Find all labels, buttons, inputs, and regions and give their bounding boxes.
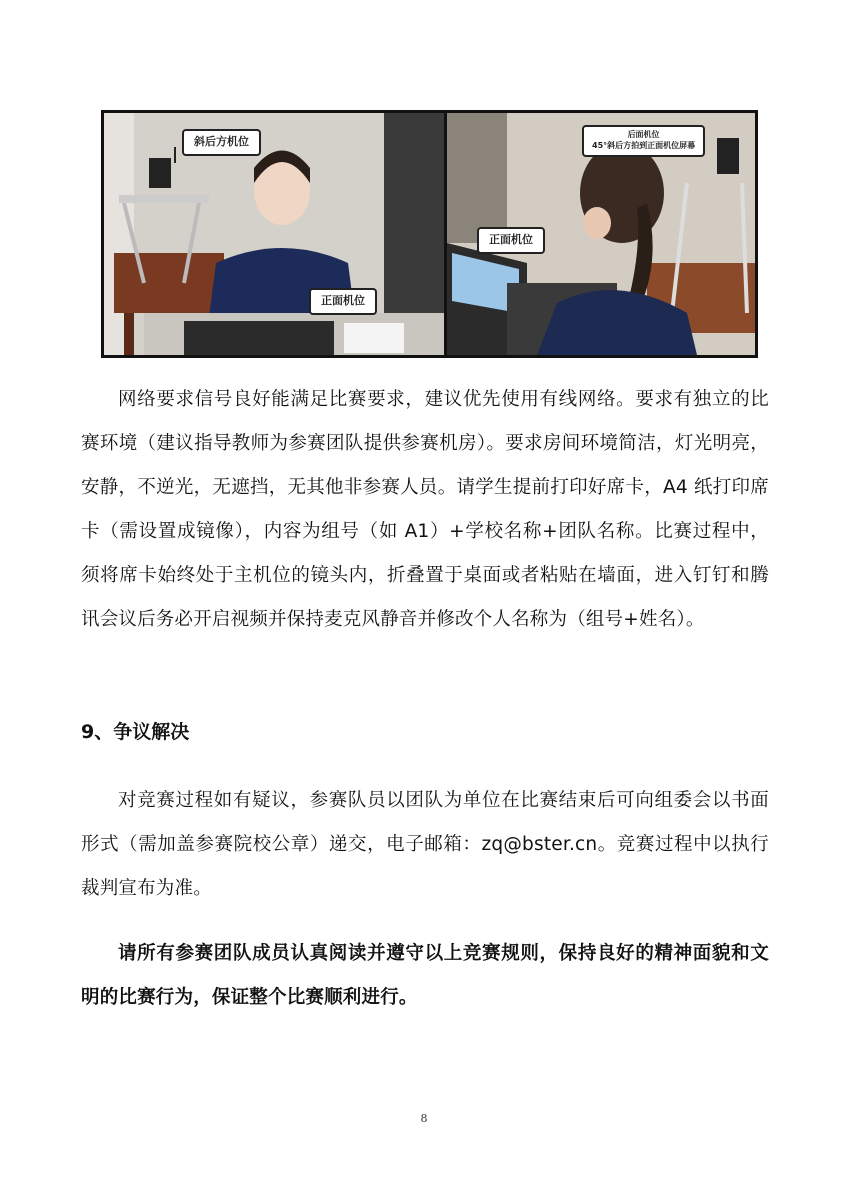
front-camera-photo — [104, 113, 444, 355]
front-camera-label-right: 正面机位 — [477, 227, 545, 254]
label-pointer — [174, 147, 176, 163]
front-camera-label: 正面机位 — [309, 288, 377, 315]
closing-notice-paragraph: 请所有参赛团队成员认真阅读并遵守以上竞赛规则，保持良好的精神面貌和文明的比赛行为，保证整个比赛顺利进行。 — [81, 943, 769, 1008]
front-scene-illustration — [104, 113, 444, 355]
page-number: 8 — [420, 1112, 428, 1125]
section-heading-dispute: 9、争议解决 — [81, 721, 190, 743]
rear-camera-label-line1: 后面机位 — [627, 130, 660, 139]
rear-camera-photo — [447, 113, 755, 355]
rear-camera-label — [582, 125, 705, 157]
dispute-resolution-paragraph: 对竞赛过程如有疑议，参赛队员以团队为单位在比赛结束后可向组委会以书面形式（需加盖参赛院校公章）递交，电子邮箱：zq@bster.cn。竞赛过程中以执行裁判宣布为准。 — [81, 790, 769, 899]
network-requirements-paragraph: 网络要求信号良好能满足比赛要求，建议优先使用有线网络。要求有独立的比赛环境（建议指导教师为参赛团队提供参赛机房）。要求房间环境简洁，灯光明亮，安静，不逆光，无遮挡，无其他非参赛人员。请学生提前打印好席卡，A4 纸打印席卡（需设置成镜像），内容为组号（如 A1）+学校名称+团队名称。比赛过程中，须将席卡始终处于主机位的镜头内，折叠置于桌面或者粘贴在墙面，进入钉钉和腾讯会议后务必开启视频并保持麦克风静音并修改个人名称为（组号+姓名）。 — [81, 389, 769, 630]
rear-camera-label-line2: 45°斜后方拍到正面机位屏幕 — [592, 140, 696, 150]
camera-setup-figure — [101, 110, 758, 358]
rear-oblique-camera-label: 斜后方机位 — [182, 129, 261, 156]
